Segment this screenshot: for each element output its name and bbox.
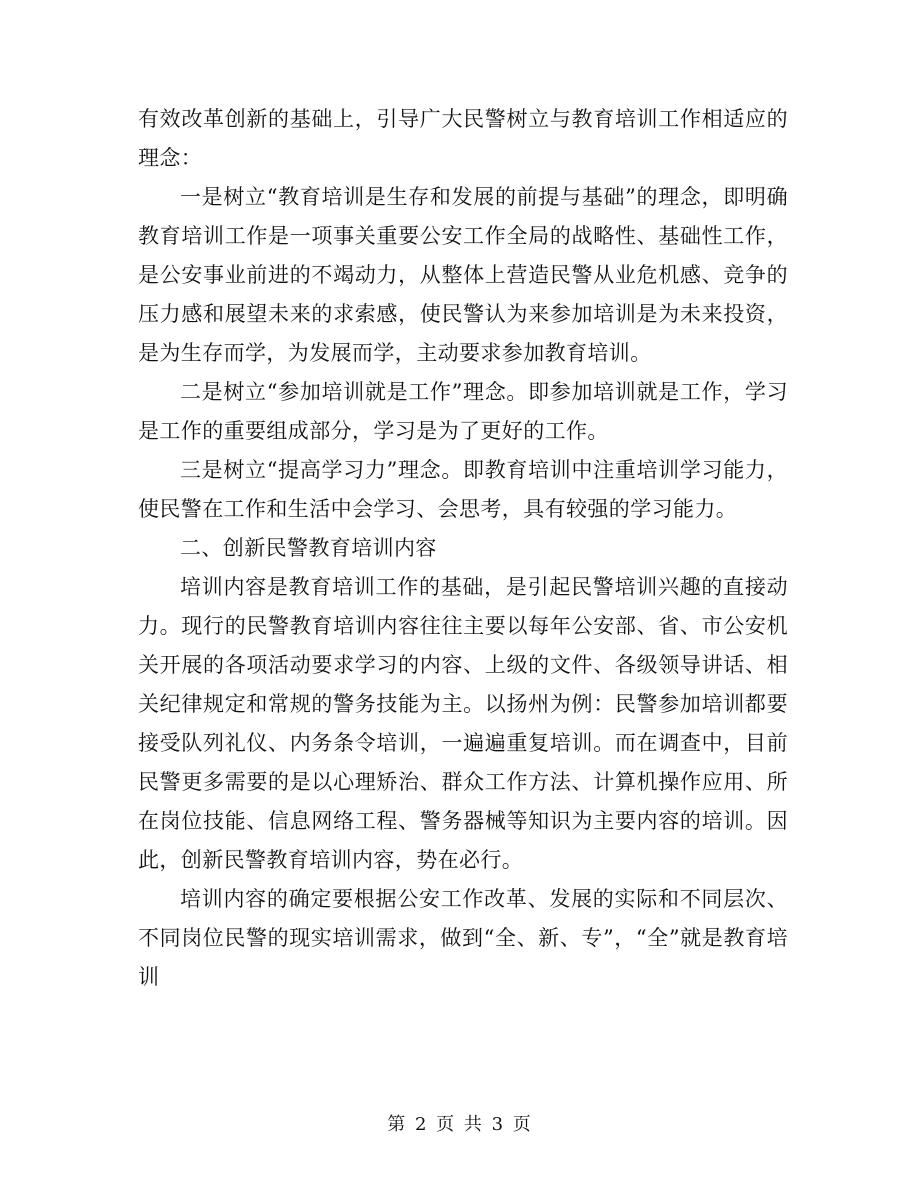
document-body [138,100,788,997]
paragraph-concept-three: 三是树立“提高学习力”理念。即教育培训中注重培训学习能力，使民警在工作和生活中会学习、会思考，具有较强的学习能力。 [138,458,788,521]
paragraph-training-requirements: 培训内容的确定要根据公安工作改革、发展的实际和不同层次、不同岗位民警的现实培训需求，做到“全、新、专”，“全”就是教育培训 [138,887,788,989]
paragraph-concept-one: 一是树立“教育培训是生存和发展的前提与基础”的理念，即明确教育培训工作是一项事关重要公安工作全局的战略性、基础性工作，是公安事业前进的不竭动力，从整体上营造民警从业危机感、竞争的压力感和展望未来的求索感，使民警认为来参加培训是为未来投资，是为生存而学，为发展而学，主动要求参加教育培训。 [138,185,788,365]
page-footer: 第 2 页 共 3 页 [387,1114,533,1135]
paragraph-training-content: 培训内容是教育培训工作的基础，是引起民警培训兴趣的直接动力。现行的民警教育培训内容往往主要以每年公安部、省、市公安机关开展的各项活动要求学习的内容、上级的文件、各级领导讲话、相关纪律规定和常规的警务技能为主。以扬州为例：民警参加培训都要接受队列礼仪、内务条令培训，一遍遍重复培训。而在调查中，目前民警更多需要的是以心理矫治、群众工作方法、计算机操作应用、所在岗位技能、信息网络工程、警务器械等知识为主要内容的培训。因此，创新民警教育培训内容，势在必行。 [138,575,788,872]
paragraph-intro-continuation: 有效改革创新的基础上，引导广大民警树立与教育培训工作相适应的理念： [138,107,788,170]
section-heading-training-content: 二、创新民警教育培训内容 [180,536,437,560]
paragraph-concept-two: 二是树立“参加培训就是工作”理念。即参加培训就是工作，学习是工作的重要组成部分，学习是为了更好的工作。 [138,380,788,443]
